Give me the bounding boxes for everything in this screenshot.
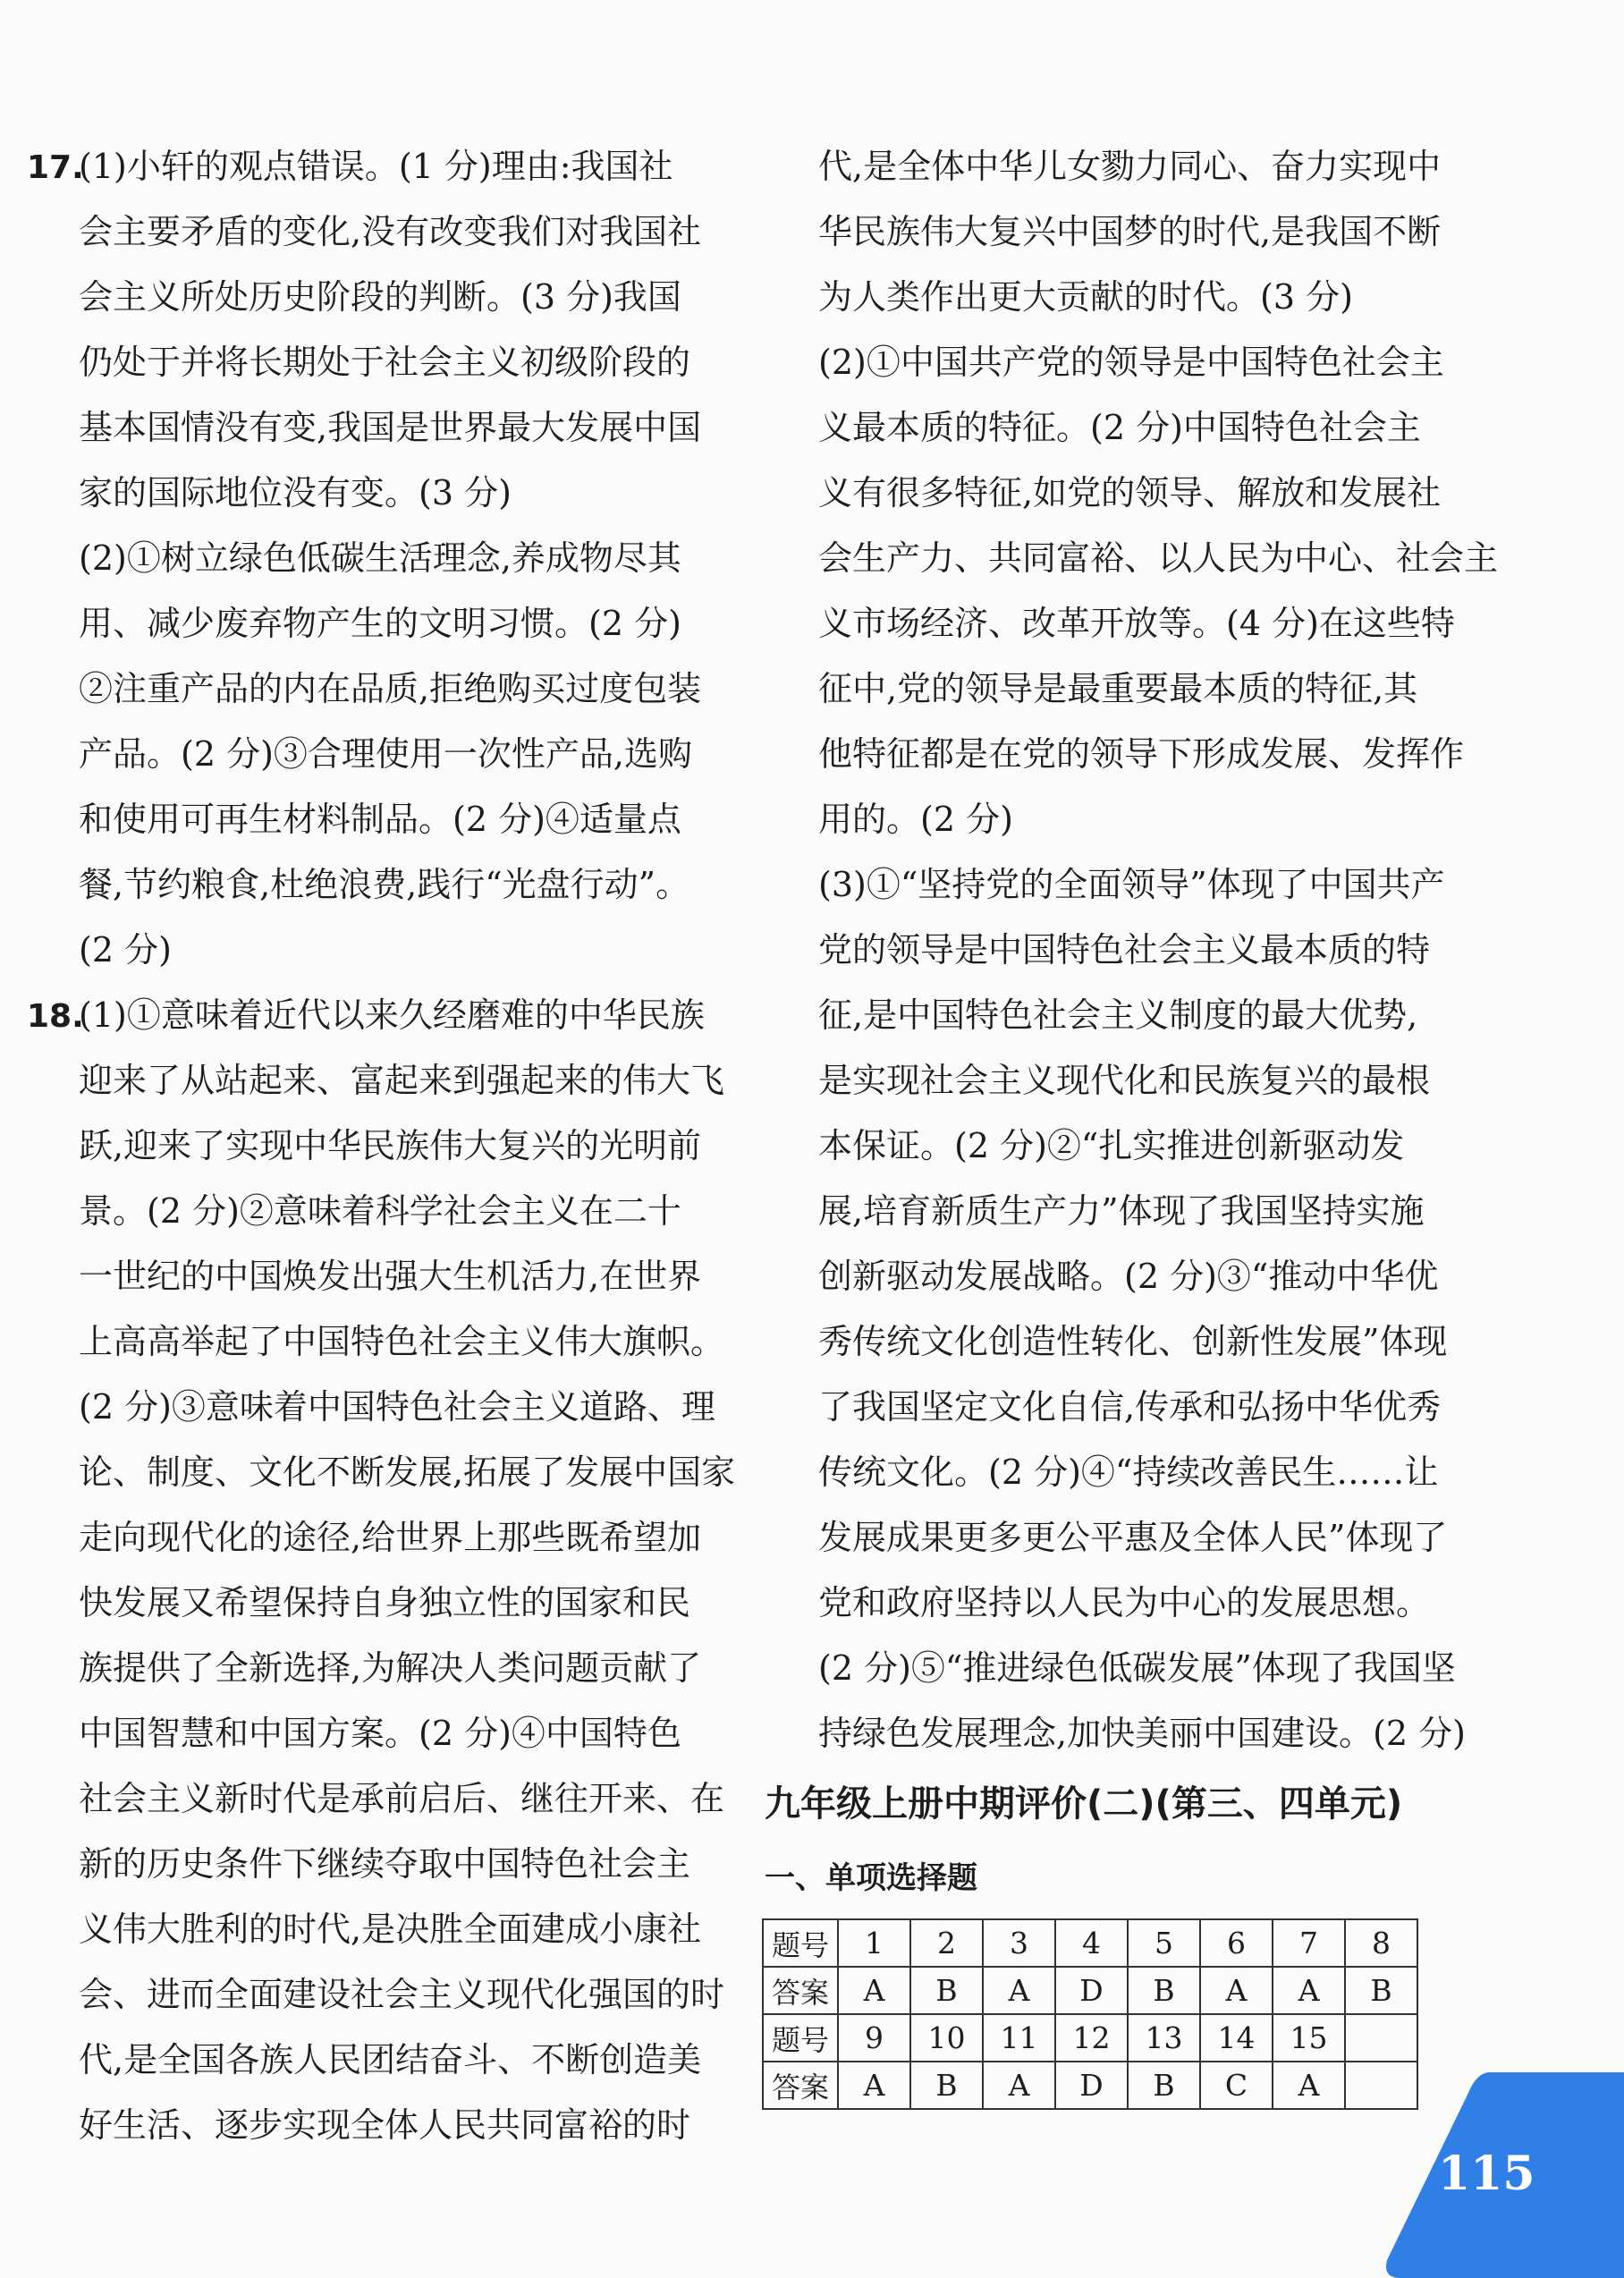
text-line: 义最本质的特征。(2 分)中国特色社会主 [818, 408, 1421, 447]
line-text: 和使用可再生材料制品。(2 分)④适量点 [79, 800, 681, 839]
line-text: 景。(2 分)②意味着科学社会主义在二十 [79, 1191, 681, 1231]
table-cell: A [983, 2062, 1055, 2109]
table-cell: 10 [910, 2014, 983, 2062]
text-line [27, 1048, 725, 1114]
table-cell: 13 [1128, 2014, 1200, 2062]
question-number: 17. [27, 149, 84, 186]
text-line [27, 1766, 725, 1832]
line-text: ②注重产品的内在品质,拒绝购买过度包装 [79, 669, 702, 708]
question-number: 18. [27, 998, 84, 1035]
table-row [763, 1919, 1417, 1967]
text-line: 发展成果更多更公平惠及全体人民”体现了 [818, 1518, 1448, 1557]
line-text: 产品。(2 分)③合理使用一次性产品,选购 [79, 734, 692, 774]
text-line [27, 1179, 720, 1244]
text-line: 征中,党的领导是最重要最本质的特征,其 [818, 669, 1418, 708]
text-line: 创新驱动发展战略。(2 分)③“推动中华优 [818, 1257, 1439, 1296]
table-cell: 8 [1345, 1919, 1417, 1967]
table-cell: B [1345, 1967, 1417, 2014]
row-header-cell: 题号 [763, 1919, 838, 1967]
table-cell: 3 [983, 1919, 1055, 1967]
text-line [27, 526, 720, 591]
line-text: 会主义所处历史阶段的判断。(3 分)我国 [79, 277, 681, 317]
text-line [27, 1505, 720, 1571]
text-line: 秀传统文化创造性转化、创新性发展”体现 [818, 1322, 1448, 1361]
table-cell: A [983, 1967, 1055, 2014]
table-cell: C [1200, 2062, 1273, 2109]
line-text: 论、制度、文化不断发展,拓展了发展中国家 [79, 1452, 736, 1492]
table-cell: A [838, 1967, 910, 2014]
line-text: 走向现代化的途径,给世界上那些既希望加 [79, 1518, 702, 1557]
line-text: 新的历史条件下继续夺取中国特色社会主 [79, 1844, 691, 1884]
text-line [27, 265, 720, 330]
table-cell: 9 [838, 2014, 910, 2062]
text-line: 持绿色发展理念,加快美丽中国建设。(2 分) [818, 1714, 1466, 1753]
text-line [27, 1832, 720, 1897]
text-line: 展,培育新质生产力”体现了我国坚持实施 [818, 1191, 1425, 1231]
line-text: 代,是全国各族人民团结奋斗、不断创造美 [79, 2040, 702, 2079]
text-line [27, 852, 720, 918]
text-line [27, 591, 720, 656]
text-line: 了我国坚定文化自信,传承和弘扬中华优秀 [818, 1387, 1442, 1427]
line-text: 跃,迎来了实现中华民族伟大复兴的光明前 [79, 1126, 702, 1165]
text-line [27, 1571, 720, 1636]
text-line [27, 2093, 720, 2158]
text-line [27, 199, 720, 265]
subsection-title: 一、单项选择题 [765, 1860, 977, 1896]
text-line: 党的领导是中国特色社会主义最本质的特 [818, 930, 1431, 970]
row-header-cell: 题号 [763, 2014, 838, 2062]
line-text: 会主要矛盾的变化,没有改变我们对我国社 [79, 212, 702, 251]
line-text: (1)①意味着近代以来久经磨难的中华民族 [79, 995, 705, 1035]
table-cell: 11 [983, 2014, 1055, 2062]
line-text: 好生活、逐步实现全体人民共同富裕的时 [79, 2105, 691, 2145]
line-text: 族提供了全新选择,为解决人类问题贡献了 [79, 1648, 702, 1688]
table-row [763, 2014, 1417, 2062]
table-cell: 2 [910, 1919, 983, 1967]
line-text: (2)①树立绿色低碳生活理念,养成物尽其 [79, 538, 681, 578]
text-line [27, 983, 720, 1048]
text-line [27, 1636, 720, 1701]
line-text: 社会主义新时代是承前启后、继往开来、在 [79, 1779, 725, 1818]
text-line [27, 1309, 725, 1375]
line-text: 会、进而全面建设社会主义现代化强国的时 [79, 1975, 725, 2014]
text-line: 义市场经济、改革开放等。(4 分)在这些特 [818, 604, 1455, 643]
table-cell: D [1055, 1967, 1128, 2014]
text-line: 用的。(2 分) [818, 800, 1013, 839]
table-cell: A [1273, 1967, 1345, 2014]
line-text: 基本国情没有变,我国是世界最大发展中国 [79, 408, 702, 447]
table-cell: B [1128, 1967, 1200, 2014]
table-cell: 14 [1200, 2014, 1273, 2062]
text-line: 是实现社会主义现代化和民族复兴的最根 [818, 1061, 1431, 1100]
text-line [27, 1114, 720, 1179]
table-cell: A [1200, 1967, 1273, 2014]
text-line [27, 918, 720, 983]
table-cell: B [1128, 2062, 1200, 2109]
text-line [27, 2028, 720, 2093]
table-cell: 5 [1128, 1919, 1200, 1967]
text-line [27, 1440, 736, 1505]
text-line: 本保证。(2 分)②“扎实推进创新驱动发 [818, 1126, 1405, 1165]
text-line: 华民族伟大复兴中国梦的时代,是我国不断 [818, 212, 1442, 251]
text-line: 党和政府坚持以人民为中心的发展思想。 [818, 1583, 1431, 1622]
text-line: 传统文化。(2 分)④“持续改善民生……让 [818, 1452, 1439, 1492]
line-text: 家的国际地位没有变。(3 分) [79, 473, 512, 512]
text-line: 为人类作出更大贡献的时代。(3 分) [818, 277, 1353, 317]
line-text: (1)小轩的观点错误。(1 分)理由:我国社 [79, 147, 673, 186]
table-row [763, 2062, 1417, 2109]
text-line: 义有很多特征,如党的领导、解放和发展社 [818, 473, 1442, 512]
line-text: 快发展又希望保持自身独立性的国家和民 [79, 1583, 691, 1622]
page-number: 115 [1438, 2147, 1535, 2201]
text-line [27, 134, 720, 199]
table-cell: 6 [1200, 1919, 1273, 1967]
text-line [27, 1244, 720, 1309]
answer-table [762, 1918, 1418, 2110]
table-cell: B [910, 2062, 983, 2109]
text-line: (2)①中国共产党的领导是中国特色社会主 [818, 343, 1444, 382]
text-line [27, 1375, 720, 1440]
table-cell: 4 [1055, 1919, 1128, 1967]
row-header-cell: 答案 [763, 2062, 838, 2109]
text-line: 代,是全体中华儿女勠力同心、奋力实现中 [818, 147, 1442, 186]
text-line [27, 787, 720, 852]
line-text: (2 分) [79, 930, 172, 970]
table-cell: D [1055, 2062, 1128, 2109]
table-cell: A [1273, 2062, 1345, 2109]
text-line: (2 分)⑤“推进绿色低碳发展”体现了我国坚 [818, 1648, 1456, 1688]
text-line [27, 722, 720, 787]
text-line [27, 656, 720, 722]
table-cell: 12 [1055, 2014, 1128, 2062]
table-cell: 15 [1273, 2014, 1345, 2062]
text-line [27, 1897, 720, 1962]
line-text: 上高高举起了中国特色社会主义伟大旗帜。 [79, 1322, 725, 1361]
text-line [27, 461, 720, 526]
table-cell: 1 [838, 1919, 910, 1967]
line-text: 义伟大胜利的时代,是决胜全面建成小康社 [79, 1910, 702, 1949]
text-line [27, 330, 720, 395]
table-cell: B [910, 1967, 983, 2014]
table-cell: 7 [1273, 1919, 1345, 1967]
table-row [763, 1967, 1417, 2014]
right-column [818, 134, 1499, 1766]
line-text: 迎来了从站起来、富起来到强起来的伟大飞 [79, 1061, 725, 1100]
line-text: (2 分)③意味着中国特色社会主义道路、理 [79, 1387, 715, 1427]
line-text: 一世纪的中国焕发出强大生机活力,在世界 [79, 1257, 702, 1296]
line-text: 中国智慧和中国方案。(2 分)④中国特色 [79, 1714, 681, 1753]
text-line: 征,是中国特色社会主义制度的最大优势, [818, 995, 1418, 1035]
line-text: 仍处于并将长期处于社会主义初级阶段的 [79, 343, 691, 382]
text-line [27, 395, 720, 461]
text-line: 他特征都是在党的领导下形成发展、发挥作 [818, 734, 1465, 774]
left-column [27, 134, 736, 2158]
line-text: 餐,节约粮食,杜绝浪费,践行“光盘行动”。 [79, 865, 690, 904]
table-cell [1345, 2014, 1417, 2062]
text-line [27, 1962, 725, 2028]
text-line: 会生产力、共同富裕、以人民为中心、社会主 [818, 538, 1499, 578]
text-line [27, 1701, 720, 1766]
line-text: 用、减少废弃物产生的文明习惯。(2 分) [79, 604, 681, 643]
table-cell: A [838, 2062, 910, 2109]
section-title: 九年级上册中期评价(二)(第三、四单元) [765, 1783, 1403, 1825]
row-header-cell: 答案 [763, 1967, 838, 2014]
text-line: (3)①“坚持党的全面领导”体现了中国共产 [818, 865, 1445, 904]
